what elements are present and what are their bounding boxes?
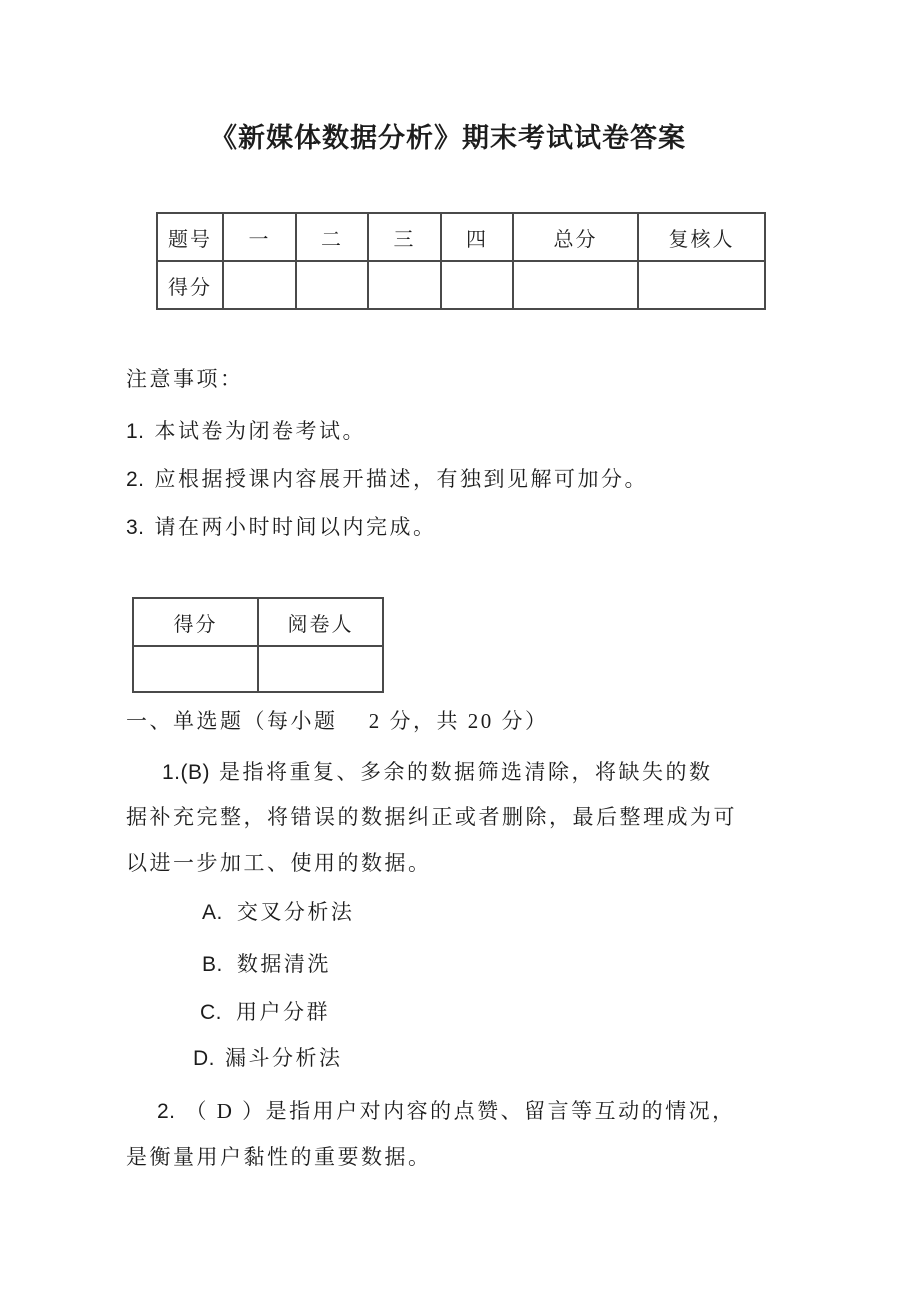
option-d-text: 漏斗分析法 — [225, 1046, 343, 1070]
grader-header-grader: 阅卷人 — [258, 598, 383, 646]
question-2-line-2: 是衡量用户黏性的重要数据。 — [126, 1145, 432, 1169]
question-1-line-3: 以进一步加工、使用的数据。 — [126, 851, 432, 875]
question-2-number: 2. — [157, 1100, 176, 1123]
header-cell-part-2: 二 — [296, 213, 368, 261]
question-1-option-c — [126, 999, 330, 1026]
score-row-label: 得分 — [157, 261, 223, 309]
grader-table-fill-row — [133, 646, 383, 692]
note-item-1 — [126, 418, 366, 445]
score-fill-cell-total[interactable] — [513, 261, 638, 309]
option-b-letter: B. — [202, 953, 223, 976]
header-cell-part-3: 三 — [368, 213, 441, 261]
score-summary-score-row — [157, 261, 765, 309]
option-d-letter: D. — [193, 1047, 215, 1070]
question-2-line-1 — [126, 1098, 736, 1125]
header-cell-part-1: 一 — [223, 213, 296, 261]
grader-score-table — [132, 597, 384, 693]
question-1-line-2: 据补充完整，将错误的数据纠正或者删除，最后整理成为可 — [126, 805, 737, 829]
question-1-option-b — [126, 951, 331, 978]
header-cell-reviewer: 复核人 — [638, 213, 765, 261]
note-item-3 — [126, 514, 437, 541]
option-c-text: 用户分群 — [236, 1000, 330, 1024]
question-1-line-1 — [126, 759, 713, 786]
question-1-option-d — [126, 1045, 343, 1072]
header-cell-part-4: 四 — [441, 213, 513, 261]
question-1-option-a — [126, 899, 354, 926]
grader-header-score: 得分 — [133, 598, 258, 646]
note-item-2-text: 应根据授课内容展开描述，有独到见解可加分。 — [154, 467, 649, 491]
note-item-2-number: 2. — [126, 468, 145, 491]
question-1-line-1-text: 是指将重复、多余的数据筛选清除，将缺失的数 — [219, 760, 713, 784]
grader-fill-cell-grader[interactable] — [258, 646, 383, 692]
header-cell-total: 总分 — [513, 213, 638, 261]
score-summary-header-row — [157, 213, 765, 261]
option-c-letter: C. — [200, 1001, 222, 1024]
score-fill-cell-part-1[interactable] — [223, 261, 296, 309]
section-1-heading: 一、单选题（每小题 2 分，共 20 分） — [126, 709, 549, 733]
option-a-letter: A. — [202, 901, 223, 924]
grader-fill-cell-score[interactable] — [133, 646, 258, 692]
option-b-text: 数据清洗 — [236, 952, 331, 976]
note-item-2 — [126, 466, 648, 493]
grader-table-header-row — [133, 598, 383, 646]
score-fill-cell-part-2[interactable] — [296, 261, 368, 309]
note-item-1-text: 本试卷为闭卷考试。 — [154, 419, 367, 443]
note-item-3-text: 请在两小时时间以内完成。 — [154, 515, 437, 539]
note-item-1-number: 1. — [126, 420, 145, 443]
question-1-number-answer: 1.(B) — [162, 761, 211, 784]
option-a-text: 交叉分析法 — [236, 900, 355, 924]
notes-heading: 注意事项： — [126, 367, 244, 391]
header-cell-question-number: 题号 — [157, 213, 223, 261]
exam-title: 《新媒体数据分析》期末考试试卷答案 — [210, 123, 686, 153]
score-summary-table — [156, 212, 766, 310]
note-item-3-number: 3. — [126, 516, 145, 539]
score-fill-cell-reviewer[interactable] — [638, 261, 765, 309]
score-fill-cell-part-3[interactable] — [368, 261, 441, 309]
score-fill-cell-part-4[interactable] — [441, 261, 513, 309]
question-2-line-1-text: （ D ）是指用户对内容的点赞、留言等互动的情况， — [185, 1099, 736, 1123]
